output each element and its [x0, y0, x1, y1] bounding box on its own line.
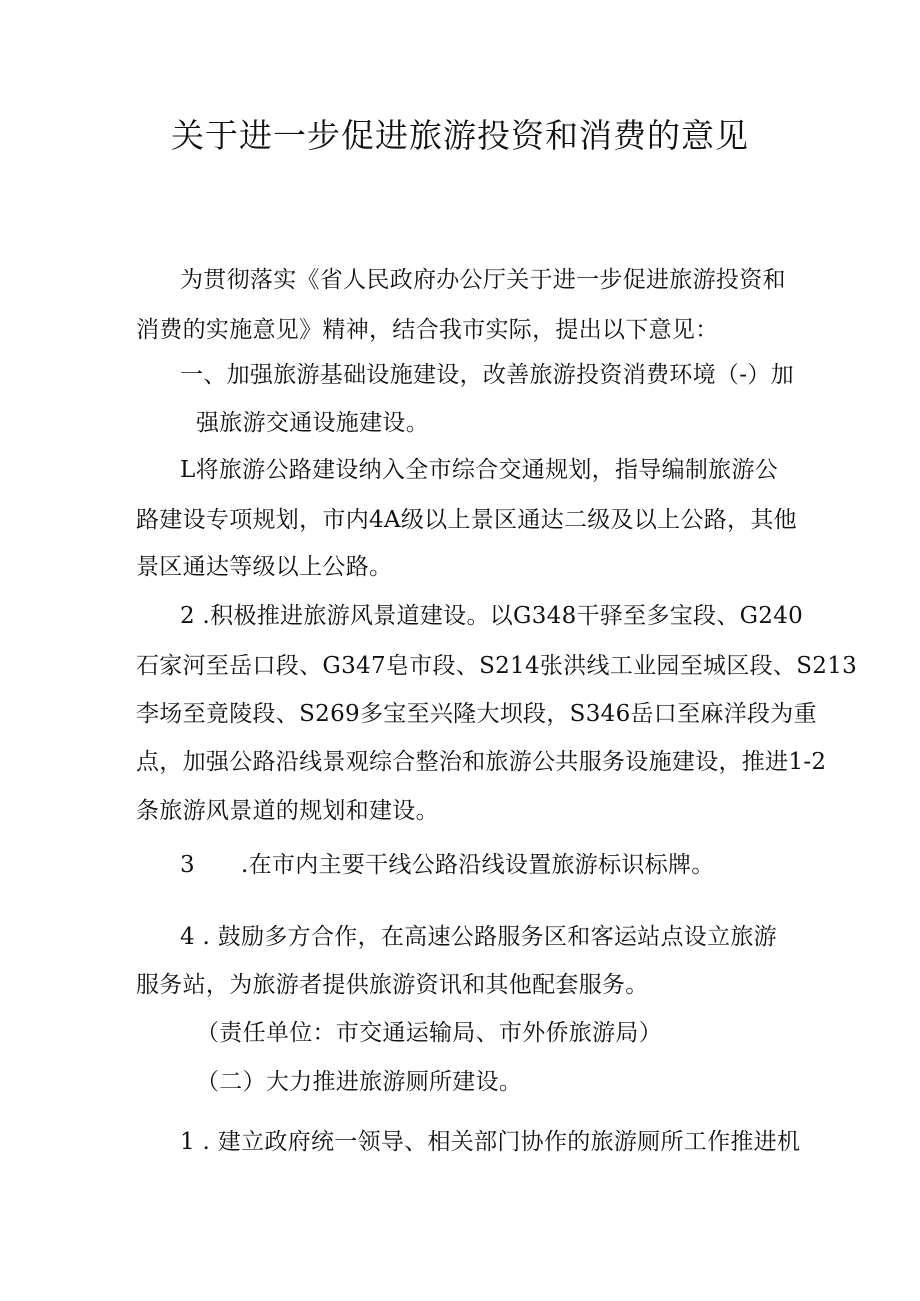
paragraph-line: 服务站，为旅游者提供旅游资讯和其他配套服务。 [136, 972, 649, 998]
paragraph-line: L将旅游公路建设纳入全市综合交通规划，指导编制旅游公 [180, 457, 779, 483]
paragraph-line: 景区通达等级以上公路。 [136, 554, 393, 580]
paragraph-line: 一、加强旅游基础设施建设，改善旅游投资消费环境（-）加 [180, 362, 794, 388]
paragraph-line: 为贯彻落实《省人民政府办公厅关于进一步促进旅游投资和 [180, 267, 786, 293]
paragraph-line: 石家河至岳口段、G347皂市段、S214张洪线工业园至城区段、S213 [136, 653, 858, 679]
paragraph-line: 路建设专项规划，市内4A级以上景区通达二级及以上公路，其他 [136, 507, 797, 533]
paragraph-line: 强旅游交通设施建设。 [196, 410, 429, 436]
paragraph-line: 条旅游风景道的规划和建设。 [136, 798, 439, 824]
paragraph-line: 李场至竟陵段、S269多宝至兴隆大坝段，S346岳口至麻洋段为重 [136, 701, 817, 727]
paragraph-line: 消费的实施意见》精神，结合我市实际，提出以下意见： [136, 317, 719, 343]
paragraph-line: 点，加强公路沿线景观综合整治和旅游公共服务设施建设，推进1-2 [136, 749, 827, 775]
list-number: 3 [180, 852, 195, 878]
paragraph-line: .在市内主要干线公路沿线设置旅游标识标牌。 [241, 852, 715, 878]
section-heading: （二）大力推进旅游厕所建设。 [196, 1069, 523, 1095]
paragraph-line: 4 . 鼓励多方合作，在高速公路服务区和客运站点设立旅游 [180, 924, 777, 950]
paragraph-line: 2 .积极推进旅游风景道建设。以G348干驿至多宝段、G240 [180, 603, 804, 629]
document-title: 关于进一步促进旅游投资和消费的意见 [171, 116, 749, 155]
paragraph-line: 1 . 建立政府统一领导、相关部门协作的旅游厕所工作推进机 [180, 1129, 801, 1155]
paragraph-line: （责任单位：市交通运输局、市外侨旅游局） [196, 1020, 662, 1046]
